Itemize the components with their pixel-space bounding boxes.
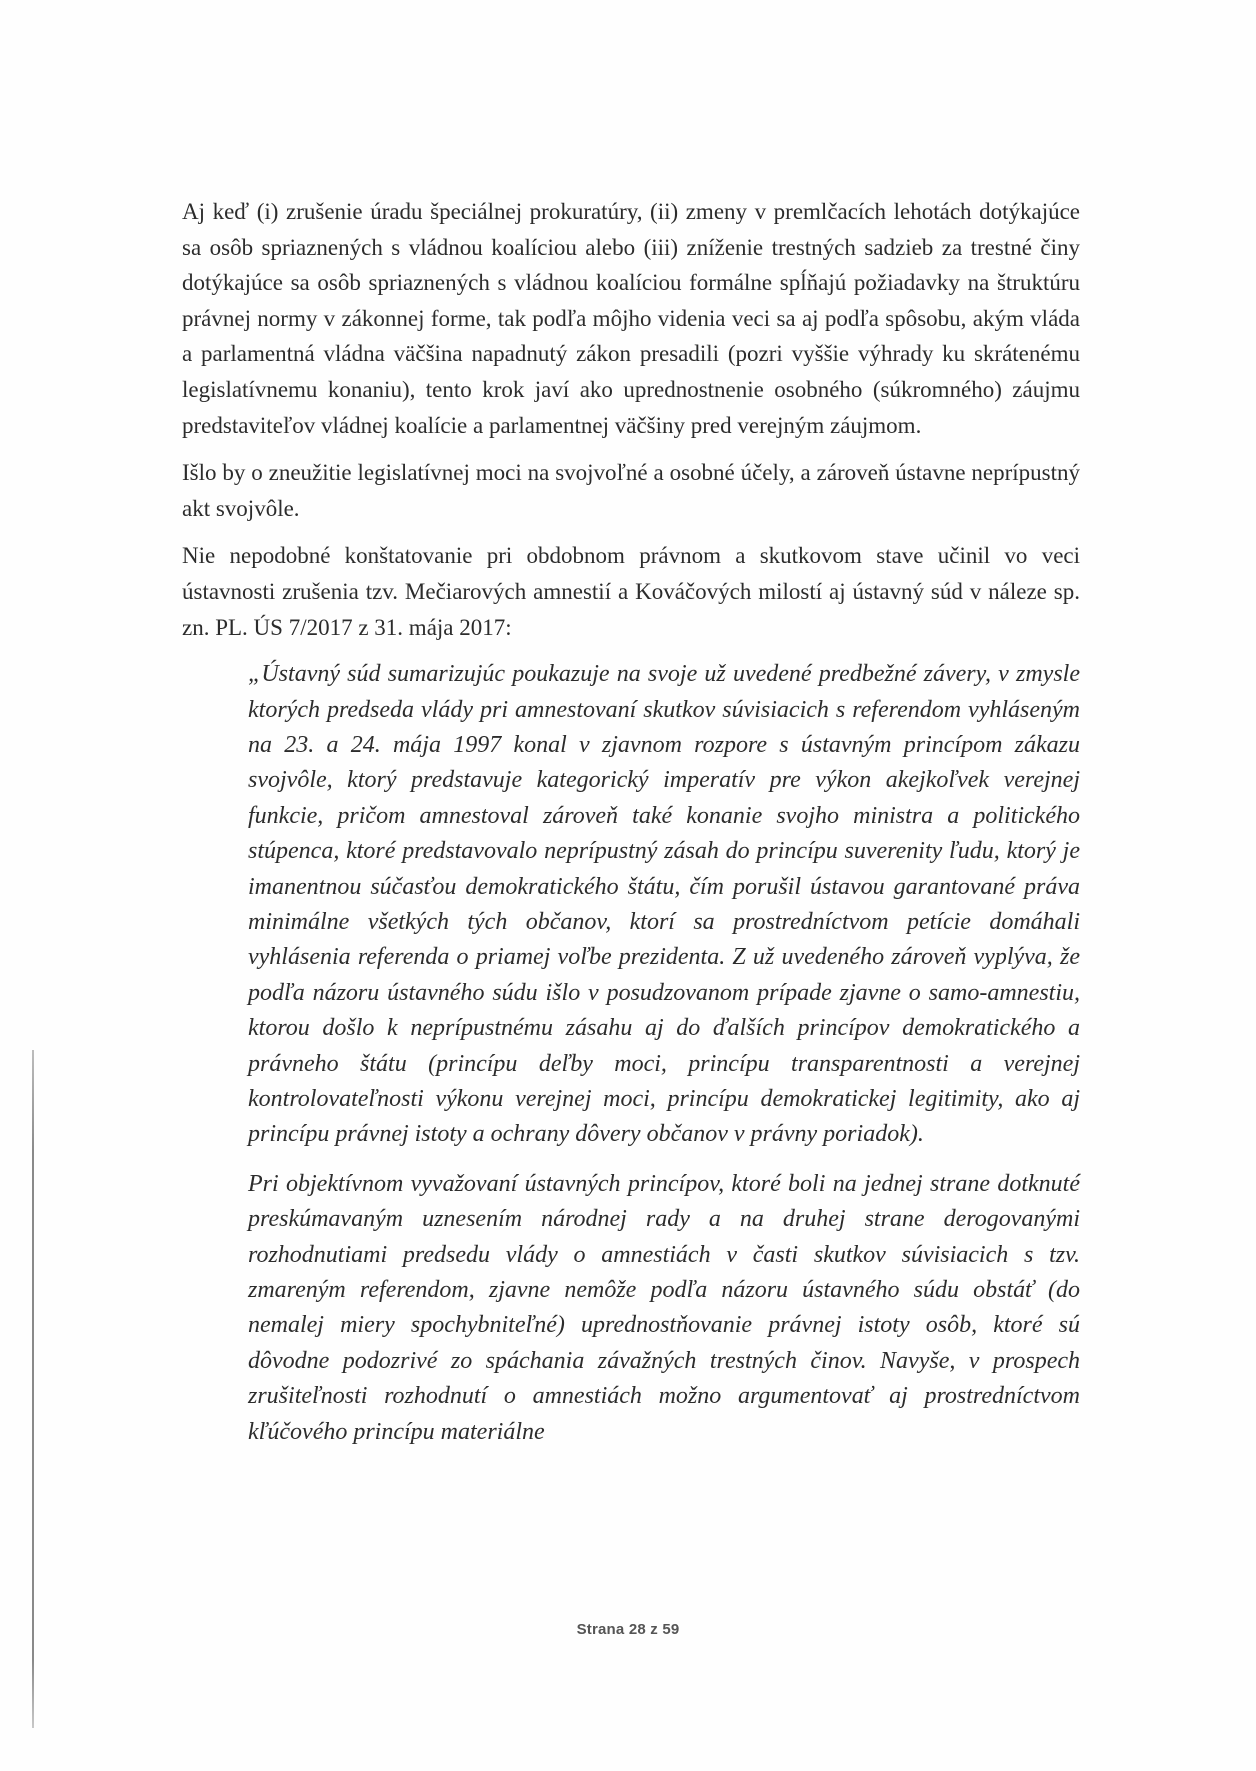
quote-paragraph: Pri objektívnom vyvažovaní ústavných princípov, ktoré boli na jednej strane dotknuté preskúmavaným uznesením národnej rady a na druhej strane derogovanými rozhodnutiami predsedu vlády o amnestiách v časti skutkov súvisiacich s tzv. zmareným referendom, zjavne nemôže podľa názoru ústavného súdu obstáť (do nemalej miery spochybniteľné) uprednostňovanie právnej istoty osôb, ktoré sú dôvodne podozrivé zo spáchania závažných trestných činov. Navyše, v prospech zrušiteľnosti rozhodnutí o amnestiách možno argumentovať aj prostredníctvom kľúčového princípu materiálne — [248, 1170, 1080, 1445]
page-number: Strana 28 z 59 — [576, 1621, 680, 1638]
block-quote — [248, 657, 1080, 1450]
paragraph: Išlo by o zneužitie legislatívnej moci na svojvoľné a osobné účely, a zároveň ústavne neprípustný akt svojvôle. — [182, 460, 1080, 521]
paragraph: Nie nepodobné konštatovanie pri obdobnom právnom a skutkovom stave učinil vo veci ústavnosti zrušenia tzv. Mečiarových amnestií a Kováčových milostí aj ústavný súd v náleze sp. zn. PL. ÚS 7/2017 z 31. mája 2017: — [182, 543, 1080, 640]
paragraph: Aj keď (i) zrušenie úradu špeciálnej prokuratúry, (ii) zmeny v premlčacích lehotách dotýkajúce sa osôb spriaznených s vládnou koalíciou alebo (iii) zníženie trestných sadzieb za trestné činy dotýkajúce sa osôb spriaznených s vládnou koalíciou formálne spĺňajú požiadavky na štruktúru právnej normy v zákonnej forme, tak podľa môjho videnia veci sa aj podľa spôsobu, akým vláda a parlamentná vládna väčšina napadnutý zákon presadili (pozri vyššie výhrady ku skrátenému legislatívnemu konaniu), tento krok javí ako uprednostnenie osobného (súkromného) záujmu predstaviteľov vládnej koalície a parlamentnej väčšiny pred verejným záujmom. — [182, 199, 1080, 438]
quote-paragraph: „Ústavný súd sumarizujúc poukazuje na svoje už uvedené predbežné závery, v zmysle ktorých predseda vlády pri amnestovaní skutkov súvisiacich s referendom vyhláseným na 23. a 24. mája 1997 konal v zjavnom rozpore s ústavným princípom zákazu svojvôle, ktorý predstavuje kategorický imperatív pre výkon akejkoľvek verejnej funkcie, pričom amnestoval zároveň také konanie svojho ministra a politického stúpenca, ktoré predstavovalo neprípustný zásah do princípu suverenity ľudu, ktorý je imanentnou súčasťou demokratického štátu, čím porušil ústavou garantované práva minimálne všetkých tých občanov, ktorí sa prostredníctvom petície domáhali vyhlásenia referenda o priamej voľbe prezidenta. Z už uvedeného zároveň vyplýva, že podľa názoru ústavného súdu išlo v posudzovanom prípade zjavne o samo-amnestiu, ktorou došlo k neprípustnému zásahu aj do ďalších princípov demokratického a právneho štátu (princípu deľby moci, princípu transparentnosti a verejnej kontrolovateľnosti výkonu verejnej moci, princípu demokratickej legitimity, ako aj princípu právnej istoty a ochrany dôvery občanov v právny poriadok). — [248, 661, 1080, 1148]
body-text — [182, 194, 1080, 1464]
